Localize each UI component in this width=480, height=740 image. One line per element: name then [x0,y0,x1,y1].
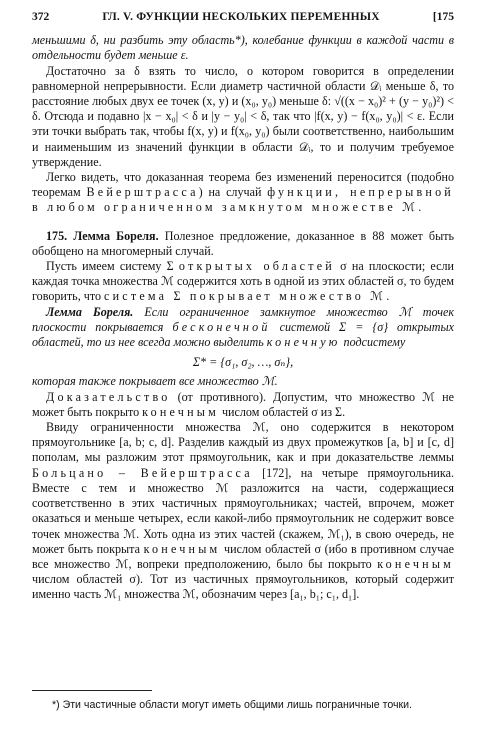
spaced-text: система Σ покрывает множество ℳ. [104,289,393,304]
spaced-text: открытых областей [178,259,335,274]
running-header [32,10,454,25]
paragraph-generalization [32,170,454,216]
section-175-intro [32,229,454,259]
paragraph-continuation: меньшими δ, ни разбить эту область*), колебание функции в каждой части в отдельности будет меньше ε. [32,33,454,63]
lemma-statement [32,305,454,351]
spaced-text: конечным [143,541,221,556]
page-number: 372 [32,11,50,23]
section-heading: 175. Лемма Бореля. [46,228,159,243]
text-run: (от противного). Допустим, что множество ℳ не может быть покрыто [32,389,454,419]
paragraph-system-definition [32,259,454,305]
text-run: числом областей σ). Тот из частичных прямоугольников, который содержит именно часть ℳ₁ множества ℳ, обозначим через [a₁, b₁; c₁, d₁]. [32,572,454,602]
spaced-text: конечную [266,335,341,350]
text-run: Ввиду ограниченности множества ℳ, оно содержится в некотором прямоугольнике [a, b; c, d]. Разделив каждый из двух промежутков [a, b] и [c, d] пополам, мы разложим этот прямоугольник, как и при доказательстве леммы [32,420,454,465]
text-run: Полезное предложение, доказанное в 88 может быть обобщено на многомерный случай. [32,228,455,258]
text-run: Если ограниченное замкнутое множество ℳ точек плоскости покрывается [32,304,455,334]
text-run: Легко видеть, что доказанная теорема без изменений переносится (подобно теоремам [32,170,454,200]
text-run: числом областей σ из Σ. [221,404,346,419]
display-formula: Σ* = {σ₁, σ₂, …, σₙ}, [192,355,294,370]
footnote-divider [32,690,152,691]
text-run: системой Σ = {σ} открытых областей, то из нее всегда можно выделить [32,319,454,350]
paragraph-proof-body [32,420,454,602]
text-run: ) на случай [198,185,262,200]
spaced-text: Доказательство [46,389,171,404]
spaced-text: функции, непрерывной в любом ограниченном замкнутом множестве ℳ. [32,185,454,215]
spaced-name: Вейерштрасса [86,185,199,200]
spaced-text: конечным [377,556,454,571]
spaced-name: Больцано – Вейерштрасса [32,465,253,480]
lemma-title: Лемма Бореля. [46,304,134,319]
footnote: *) Эти частичные области могут иметь общими лишь пограничные точки. [52,699,413,711]
text-run: σ на плоскости; если каждая точка множества ℳ содержится хоть в одной из этих областей σ, то будем говорить, что [32,259,454,304]
spaced-text: бесконечной [172,319,271,334]
chapter-title: ГЛ. V. ФУНКЦИИ НЕСКОЛЬКИХ ПЕРЕМЕННЫХ [102,11,380,23]
text-run: числом областей σ (ибо в противном случае все множество ℳ, вопреки предположению, было бы покрыто [32,541,455,571]
text-run: подсистему [343,335,406,350]
lemma-conclusion: которая также покрывает все множество ℳ. [32,374,278,389]
section-ref: [175 [432,11,454,23]
paragraph-proof-start [32,390,454,420]
paragraph-proof: Достаточно за δ взять то число, о котором говорится в определении равномерной непрерывности. Если диаметр частичной области 𝒟ᵢ меньше δ, то расстояние любых двух ее точек (x, y) и (x₀, y₀) меньше δ: √((x − x₀)² + (y − y₀)²) < δ. Отсюда и подавно |x − x₀| < δ и |y − y₀| < δ, так что |f(x, y) − f(x₀, y₀)| < ε. Если эти точки выбрать так, чтобы f(x, y) и f(x₀, y₀) были соответственно, наибольшим и наименьшим из значений функции в области 𝒟ᵢ, то и получим требуемое утверждение. [32,63,454,169]
text-run: Пусть имеем систему Σ [46,259,174,274]
text-run: [172], на четыре прямоугольника. Вместе с тем и множество ℳ разложится на части, содержащиеся соответственно в этих частичных прямоугольниках; частей, впрочем, может оказаться и меньше четырех, если какой-либо прямоугольник не содержит вовсе точек множества ℳ. Хоть одна из этих частей (скажем, ℳ₁), в свою очередь, не может быть покрыта [32,465,454,556]
spaced-text: конечным [142,404,219,419]
